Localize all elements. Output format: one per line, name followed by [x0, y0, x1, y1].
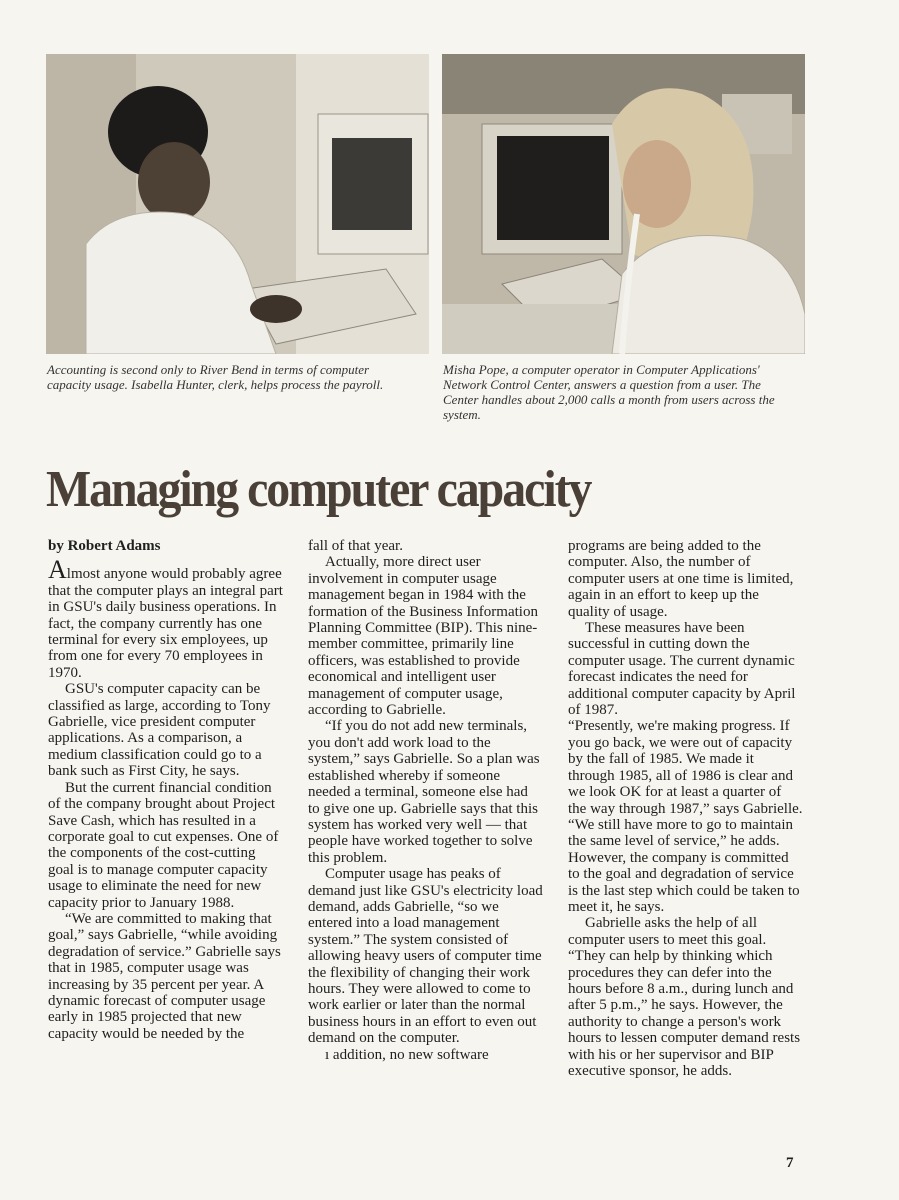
paragraph: Computer usage has peaks of demand just like GSU's electricity load demand, adds Gabrielle, “so we entered into a load management system.” The system consisted of allowing heavy users of computer time the flexibility of changing their work hours. They were allowed to come to work earlier or later than the normal business hours in an effort to even out demand on the computer. — [308, 866, 543, 1047]
byline: by Robert Adams — [48, 538, 161, 554]
paragraph: Gabrielle asks the help of all computer users to meet this goal. “They can help by thinking which procedures they can defer into the hours before 8 a.m., during lunch and after 5 p.m.,” he says. However, the authority to change a person's work hours to lessen computer demand rests with his or her supervisor and BIP executive sponsor, he adds. — [568, 915, 801, 1079]
article-column-1 — [48, 538, 283, 1042]
photo-computer-operator — [442, 54, 805, 354]
caption-left: Accounting is second only to River Bend in terms of computer capacity usage. Isabella Hunter, clerk, helps process the payroll. — [47, 362, 384, 392]
paragraph: But the current financial condition of the company brought about Project Save Cash, which has resulted in a corporate goal to cut expenses. One of the components of the cost-cutting goal is to manage computer capacity usage to eliminate the need for new capacity prior to January 1988. — [48, 779, 279, 911]
paragraph: “We still have more to go to maintain the same level of service,” he adds. However, the company is committed to the goal and degradation of service is the last step which could be taken to meet it, he says. — [568, 816, 800, 915]
paragraph — [48, 555, 283, 681]
article-column-2 — [308, 538, 543, 1063]
paragraph: “Presently, we're making progress. If you go back, we were out of capacity by the fall of 1985. We made it through 1985, all of 1986 is clear and we look OK for at least a quarter of the way through 1987,” says Gabrielle. — [568, 718, 803, 817]
paragraph: programs are being added to the computer. Also, the number of computer users at one time is limited, again in an effort to keep up the quality of usage. — [568, 538, 794, 620]
paragraph-text: lmost anyone would probably agree that the computer plays an integral part in GSU's daily business operations. In fact, the company currently has one terminal for every six employees, up from one for every 70 employees in 1970. — [48, 566, 283, 681]
article-column-3 — [568, 538, 803, 1079]
drop-cap: A — [48, 555, 67, 585]
paragraph: ı addition, no new software — [325, 1046, 489, 1063]
photo-accounting-clerk — [46, 54, 429, 354]
paragraph: GSU's computer capacity can be classified as large, according to Tony Gabrielle, vice president computer applications. As a comparison, a medium classification could go to a bank such as First City, he says. — [48, 681, 271, 780]
paragraph: Actually, more direct user involvement in computer usage management began in 1984 with the formation of the Business Information Planning Committee (BIP). This nine-member committee, primarily line officers, was established to provide economical and intelligent user management of computer usage, according to Gabrielle. — [308, 554, 538, 719]
paragraph: “If you do not add new terminals, you don't add work load to the system,” says Gabrielle. So a plan was established whereby if someone needed a terminal, someone else had to give one up. Gabrielle says that this system has worked very well — that people have worked together to solve this problem. — [308, 718, 540, 866]
paragraph: These measures have been successful in cutting down the computer usage. The current dynamic forecast indicates the need for additional computer capacity by April of 1987. — [568, 620, 796, 719]
paragraph: fall of that year. — [308, 538, 403, 554]
paragraph: “We are committed to making that goal,” says Gabrielle, “while avoiding degradation of service.” Gabrielle says that in 1985, computer usage was increasing by 35 percent per year. A dynamic forecast of computer usage early in 1985 projected that new capacity would be needed by the — [48, 910, 281, 1042]
article-headline: Managing computer capacity — [46, 461, 591, 518]
page-number: 7 — [786, 1155, 794, 1171]
caption-right: Misha Pope, a computer operator in Computer Applications' Network Control Center, answers a question from a user. The Center handles about 2,000 calls a month from users across the system. — [443, 362, 775, 422]
